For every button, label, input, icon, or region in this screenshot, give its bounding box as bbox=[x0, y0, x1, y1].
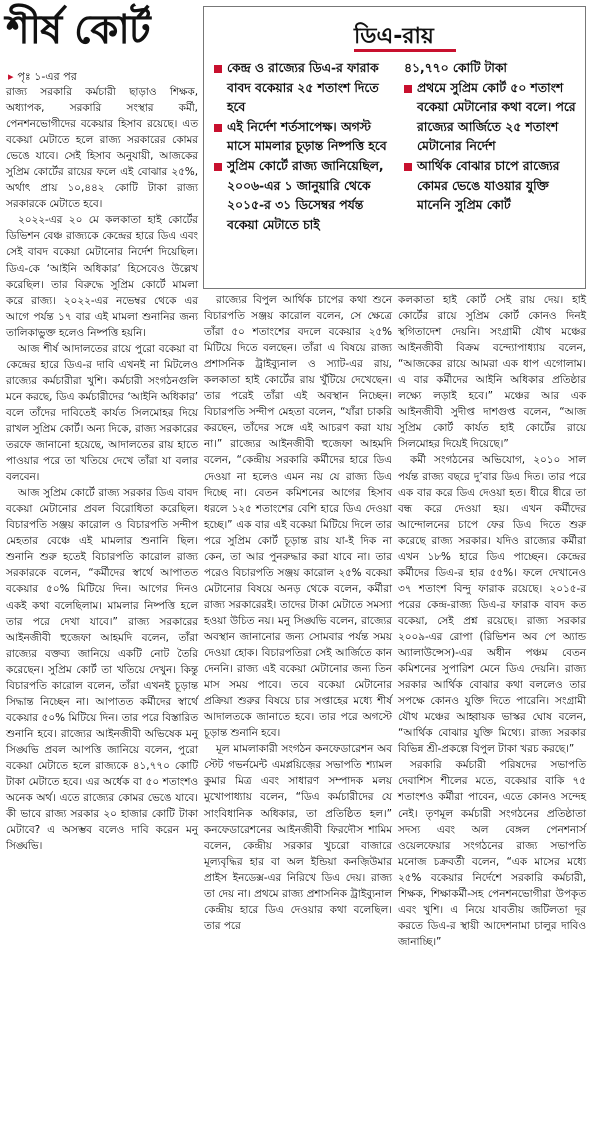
article-paragraph: মূল মামলাকারী সংগঠন কনফেডারেশন অব স্টেট গভর্নমেন্ট এমপ্লয়িজ়ের সভাপতি শ্যামল কুমার মিত্র এবং সাধারণ সম্পাদক মলয় মুখোপাধ্যায় বলেন, “ডিএ কর্মচারীদের যে সাংবিধানিক অধিকার, তা প্রতিষ্ঠিত হল।” কনফেডারেশনের আইনজীবী ফিরদৌস শামিম বলেন, কেন্দ্রীয় সরকার খুচরো বাজারে মূল্যবৃদ্ধির হার বা অল ইন্ডিয়া কনজ়িউমার প্রাইস ইনডেক্স-এর নিরিখে ডিএ দেয়। রাজ্য তা দেয় না। প্রথমে রাজ্য প্রশাসনিক ট্রাইব্যুনাল কেন্দ্রীয় হারে ডিএ দেওয়ার কথা বলেছিল। তার পরে bbox=[204, 743, 392, 932]
article-paragraph: রাজ্যের বিপুল আর্থিক চাপের কথা শুনে বিচারপতি সঞ্জয় কারোল বলেন, সে ক্ষেত্রে তাঁরা ৫০ শতাংশের বদলে বকেয়ার ২৫% মিটিয়ে দিতে বলছেন। তাঁরা এ বিষয়ে রাজ্য প্রশাসনিক ট্রাইব্যুনাল ও স্যাট-এর রায়, কলকাতা হাই কোর্টের রায় খুঁটিয়ে দেখেছেন। তার পরেই তাঁরা এই অবস্থান নিচ্ছেন। বিচারপতি সন্দীপ মেহতা বলেন, “যাঁরা চাকরি করছেন, তাঁদের সঙ্গে এই আচরণ করা যায় না।” রাজ্যের আইনজীবী হুজেফা আহমদি বলেন, “কেন্দ্রীয় সরকারি কর্মীদের হারে ডিএ দেওয়া না হলেও এমন নয় যে রাজ্য ডিএ দিচ্ছে না। বেতন কমিশনের আগের হিসাব ধরলে ১২৫ শতাংশের বেশি হারে ডিএ দেওয়া হচ্ছে।” এক বার এই বকেয়া মিটিয়ে দিলে তার পরে সুপ্রিম কোর্ট চূড়ান্ত রায় যা-ই দিক না কেন, তা আর পুনরুদ্ধার করা যাবে না। তার পরেও বিচারপতি সঞ্জয় কারোল ২৫% বকেয়া মেটানোর বিষয়ে অনড় থেকে বলেন, কর্মীরা রাজ্য সরকারেরই। তাদের টাকা মেটাতে সমস্যা হওয়া উচিত নয়। মনু সিঙ্ঘভি বলেন, রাজ্যের অবস্থান জানানোর জন্য সোমবার পর্যন্ত সময় দেওয়া হোক। বিচারপতিরা সেই আর্জিতে কান দেননি। রাজ্য এই বকেয়া মেটানোর জন্য তিন মাস সময় পাবে। তবে বকেয়া মেটানোর প্রক্রিয়া শুরুর বিষয়ে চার সপ্তাহের মধ্যে শীর্ষ আদালতকে জানাতে হবে। তার পরে অগস্টে চূড়ান্ত শুনানি হবে। bbox=[204, 294, 392, 740]
box-bullet-text: সুপ্রিম কোর্টে রাজ্য জানিয়েছিল, ২০০৬-এর ১ জানুয়ারি থেকে ২০১৫-র ৩১ ডিসেম্বর পর্যন্ত বকেয়া মেটাতে চাই bbox=[227, 158, 384, 232]
box-bullet-text: এই নির্দেশ শর্তসাপেক্ষ। অগস্ট মাসে মামলার চূড়ান্ত নিষ্পত্তি হবে bbox=[227, 119, 387, 154]
bullet-square-icon bbox=[214, 65, 222, 73]
article-paragraph: কলকাতা হাই কোর্ট সেই রায় দেয়। হাই কোর্টের রায়ে সুপ্রিম কোর্ট কোনও দিনই স্থগিতাদেশ দেয়নি। সংগ্রামী যৌথ মঞ্চের আইনজীবী বিক্রম বন্দ্যোপাধ্যায় বলেন, “আজকের রায়ে আমরা এক ধাপ এগোলাম। এ বার কর্মীদের আইনি অধিকার প্রতিষ্ঠার লক্ষ্যে লড়াই হবে।” মঞ্চের আর এক আইনজীবী সুদীপ্ত দাশগুপ্ত বলেন, “আজ সুপ্রিম কোর্ট কার্যত হাই কোর্টের রায়ে সিলমোহর দিয়েই দিয়েছে।” bbox=[398, 294, 586, 451]
box-bullet-text: কেন্দ্র ও রাজ্যের ডিএ-র ফারাক বাবদ বকেয়ার ২৫ শতাংশ দিতে হবে bbox=[227, 61, 379, 115]
continuation-text: পৃঃ ১-এর পর bbox=[17, 70, 77, 83]
box-bullet bbox=[214, 157, 392, 235]
box-bullet bbox=[404, 79, 580, 157]
bullet-square-icon bbox=[214, 124, 222, 132]
article-paragraph: ২০২২-এর ২০ মে কলকাতা হাই কোর্টের ডিভিশন বেঞ্চ রাজ্যকে কেন্দ্রের হারে ডিএ এবং সেই বাবদ বকেয়া মেটানোর নির্দেশ দিয়েছিল। ডিএ-কে ‘আইনি অধিকার’ হিসেবেও উল্লেখ করেছিল। তার বিরুদ্ধে সুপ্রিম কোর্টে মামলা করে রাজ্য। ২০২২-এর নভেম্বর থেকে এর আগে পর্যন্ত ১৭ বার এই মামলা শুনানির জন্য তালিকাভুক্ত হলেও নিষ্পত্তি হয়নি। bbox=[6, 214, 198, 339]
article-paragraph: কর্মী সংগঠনের অভিযোগ, ২০১০ সাল পর্যন্ত রাজ্য বছরে দু’বার ডিএ দিত। তার পরে এক বার করে ডিএ দেওয়া হত। ধীরে ধীরে তা বন্ধ করে দেওয়া হয়। এখন কর্মীদের আন্দোলনের চাপে ফের ডিএ দিতে শুরু করেছে রাজ্য সরকার। যদিও রাজ্যের কর্মীরা এখন ১৮% হারে ডিএ পাচ্ছেন। কেন্দ্রের কর্মীদের ডিএ-র হার ৫৫%। ফলে দেখানেও ৩৭ শতাংশ বিন্দু ফারাক রয়েছে। ২০১৫-র পরের কেন্দ্র-রাজ্য ডিএ-র ফারাক বাবদ কত বকেয়া, সেই প্রশ্ন রয়েছে। রাজ্য সরকার ২০০৯-এর রোপা (রিভিশন অব পে অ্যান্ড অ্যালাউন্সেস)-এর অধীন পঞ্চম বেতন কমিশনের সুপারিশ মেনে ডিএ দেয়নি। রাজ্য সরকার আর্থিক বোঝার কথা বললেও তার সপক্ষে কোনও যুক্তি দিতে পারেনি। সংগ্রামী যৌথ মঞ্চের আহ্বায়ক ভাস্কর ঘোষ বলেন, “আর্থিক বোঝার যুক্তি মিথ্যে। রাজ্য সরকার বিভিন্ন শ্রী-প্রকল্পে বিপুল টাকা খরচ করছে।” bbox=[398, 454, 586, 756]
bullet-square-icon bbox=[404, 163, 412, 171]
article-column-1 bbox=[6, 84, 198, 854]
box-bullet-text: আর্থিক বোঝার চাপে রাজ্যের কোমর ভেঙে যাওয়ার যুক্তি মানেনি সুপ্রিম কোর্ট bbox=[417, 158, 560, 213]
box-column-left bbox=[214, 59, 392, 235]
arrow-icon: ▸ bbox=[8, 70, 14, 83]
box-title-underline bbox=[354, 49, 456, 52]
article-paragraph: আজ সুপ্রিম কোর্টে রাজ্য সরকার ডিএ বাবদ বকেয়া মেটানোর প্রবল বিরোধিতা করেছিল। বিচারপতি সঞ্জয় কারোল ও বিচারপতি সন্দীপ মেহতার বেঞ্চে এই মামলার শুনানি ছিল। শুনানি শুরু হতেই বিচারপতি কারোল রাজ্য সরকারকে বলেন, “কর্মীদের স্বার্থে আপাতত বকেয়ার ৫০% মিটিয়ে দিন। আগের দিনও একই কথা বলেছিলাম। মামলার নিষ্পত্তি হলে তার পরে দেখা যাবে।” রাজ্য সরকারের আইনজীবী হুজেফা আহমদি বলেন, তাঁরা রাজ্যের বক্তব্য জানিয়ে একটি নোট তৈরি করেছেন। সুপ্রিম কোর্ট তা খতিয়ে দেখুন। কিন্তু বিচারপতি কারোল বলেন, তাঁরা এখনই চূড়ান্ত সিদ্ধান্ত নিচ্ছেন না। আপাতত কর্মীদের স্বার্থে বকেয়ার ৫০% মিটিয়ে দিন। তার পরে বিস্তারিত শুনানি হবে। রাজ্যের আইনজীবী অভিষেক মনু সিঙ্ঘভি প্রবল আপত্তি জানিয়ে বলেন, পুরো বকেয়া মেটাতে হলে রাজ্যকে ৪১,৭৭০ কোটি টাকা মেটাতে হবে। এর অর্ধেক বা ৫০ শতাংশও অনেক অর্থ। এতে রাজ্যের কোমর ভেঙে যাবে। কী ভাবে রাজ্য সরকার ২০ হাজার কোটি টাকা মেটাবে? এ অসম্ভব বলেও দাবি করেন মনু সিঙ্ঘভি। bbox=[6, 487, 198, 853]
bullet-square-icon bbox=[214, 163, 222, 171]
box-title: ডিএ-রায় bbox=[354, 24, 434, 49]
bullet-square-icon bbox=[404, 85, 412, 93]
box-continued-text: ৪১,৭৭০ কোটি টাকা bbox=[404, 61, 507, 75]
article-paragraph: রাজ্য সরকারি কর্মচারী ছাড়াও শিক্ষক, অধ্যাপক, সরকারি সংস্থার কর্মী, পেনশনভোগীদের বকেয়ার হিসাব রয়েছে। এত বকেয়া মেটাতে হলে রাজ্য সরকারের কোমর ভেঙে যাবে। সেই হিসাব অনুযায়ী, আজকের সুপ্রিম কোর্টের রায়ের ফলে এই বোঝার ২৫%, অর্থাৎ প্রায় ১০,৪৪২ কোটি টাকা রাজ্য সরকারকে মেটাতে হবে। bbox=[6, 86, 198, 211]
article-column-2 bbox=[204, 292, 392, 934]
box-bullet-text: প্রথমে সুপ্রিম কোর্ট ৫০ শতাংশ বকেয়া মেটানোর কথা বলে। পরে রাজ্যের আর্জিতে ২৫ শতাংশ মেটানোর নির্দেশ bbox=[417, 80, 576, 154]
article-paragraph: আজ শীর্ষ আদালতের রায়ে পুরো বকেয়া বা কেন্দ্রের হারে ডিএ-র দাবি এখনই না মিটলেও রাজ্যের কর্মচারীরা খুশি। কর্মচারী সংগঠনগুলি মনে করছে, ডিএ কর্মচারীদের ‘আইনি অধিকার’ বলে তাঁদের দাবিতেই কার্যত সিলমোহর দিয়ে রাখল সুপ্রিম কোর্ট। অন্য দিকে, রাজ্য সরকারের তরফে জানানো হয়েছে, আদালতের রায় হাতে পাওয়ার পরে তা খতিয়ে দেখে তাঁরা যা বলার বলবেন। bbox=[6, 342, 198, 484]
box-bullet bbox=[214, 118, 392, 157]
article-column-3 bbox=[398, 292, 586, 950]
box-bullet bbox=[404, 157, 580, 216]
masthead-title: শীর্ষ কোর্ট bbox=[6, 6, 150, 53]
box-column-right bbox=[404, 59, 580, 216]
summary-box bbox=[203, 6, 586, 289]
article-paragraph: সরকারি কর্মচারী পরিষদের সভাপতি দেবাশিস শীলের মতে, বকেয়ার বাকি ৭৫ শতাংশও কর্মীরা পাবেন, এতে কোনও সন্দেহ নেই। তৃণমূল কর্মচারী সংগঠনের প্রতিষ্ঠাতা সদস্য এবং অল বেঙ্গল পেনশনার্স ওয়েলফেয়ার সংগঠনের রাজ্য সভাপতি মনোজ চক্রবর্তী বলেন, “এক মাসের মধ্যে ২৫% বকেয়ার নির্দেশে সরকারি কর্মচারী, শিক্ষক, শিক্ষাকর্মী-সহ পেনশনভোগীরা উপকৃত এবং খুশি। এ নিয়ে যাবতীয় জটিলতা দূর করতে ডিএ-র স্থায়ী আদেশনামা চালুর দাবিও জানাচ্ছি।” bbox=[398, 759, 586, 948]
masthead bbox=[6, 4, 198, 64]
box-bullet bbox=[214, 59, 392, 118]
